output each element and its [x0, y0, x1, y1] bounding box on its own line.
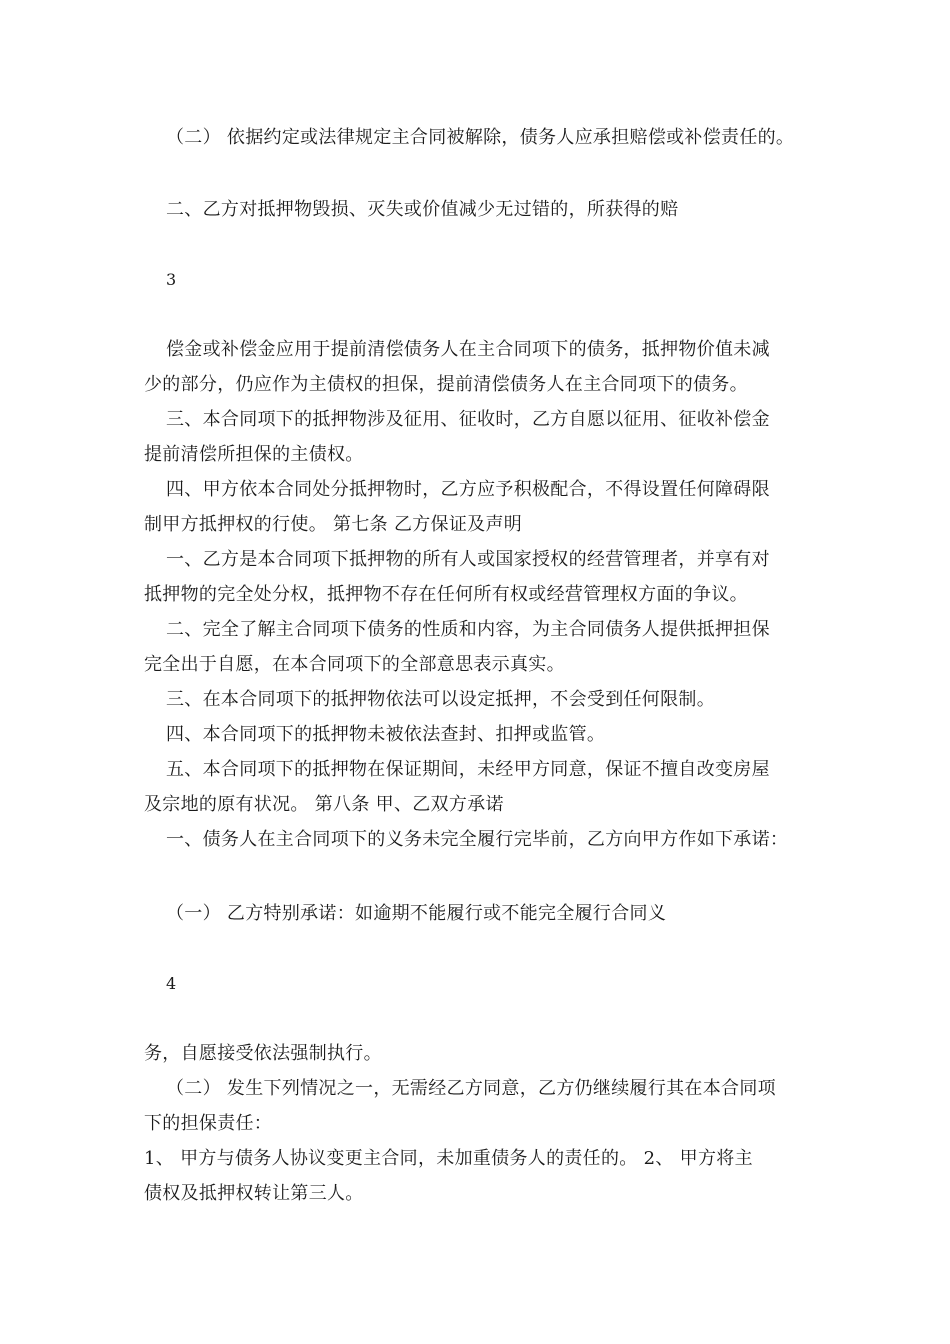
paragraph-line: （二） 发生下列情况之一，无需经乙方同意，乙方仍继续履行其在本合同项	[166, 1078, 776, 1099]
paragraph-line: 下的担保责任：	[144, 1113, 273, 1134]
paragraph-line: 偿金或补偿金应用于提前清偿债务人在主合同项下的债务，抵押物价值未减	[166, 339, 770, 360]
page-number: 4	[166, 974, 177, 993]
paragraph-line: 二、完全了解主合同项下债务的性质和内容，为主合同债务人提供抵押担保	[166, 619, 770, 640]
paragraph-line: 四、本合同项下的抵押物未被依法查封、扣押或监管。	[166, 724, 606, 745]
paragraph-line: 五、本合同项下的抵押物在保证期间，未经甲方同意，保证不擅自改变房屋	[166, 759, 770, 780]
paragraph-line: 四、甲方依本合同处分抵押物时，乙方应予积极配合，不得设置任何障碍限	[166, 479, 770, 500]
paragraph-line: 提前清偿所担保的主债权。	[144, 444, 364, 465]
paragraph-line: 一、债务人在主合同项下的义务未完全履行完毕前，乙方向甲方作如下承诺：	[166, 829, 789, 850]
paragraph-line: 少的部分，仍应作为主债权的担保，提前清偿债务人在主合同项下的债务。	[144, 374, 748, 395]
paragraph-line: 及宗地的原有状况。 第八条 甲、乙双方承诺	[144, 794, 504, 815]
paragraph-line: 1、 甲方与债务人协议变更主合同，未加重债务人的责任的。 2、 甲方将主	[144, 1148, 753, 1169]
paragraph-line: 完全出于自愿，在本合同项下的全部意思表示真实。	[144, 654, 565, 675]
paragraph-line: 三、在本合同项下的抵押物依法可以设定抵押，不会受到任何限制。	[166, 689, 715, 710]
paragraph-line: 务，自愿接受依法强制执行。	[144, 1043, 382, 1064]
page-number: 3	[166, 270, 177, 289]
paragraph-line: 一、乙方是本合同项下抵押物的所有人或国家授权的经营管理者，并享有对	[166, 549, 770, 570]
paragraph-line: （二） 依据约定或法律规定主合同被解除，债务人应承担赔偿或补偿责任的。	[166, 127, 795, 148]
paragraph-line: （一） 乙方特别承诺：如逾期不能履行或不能完全履行合同义	[166, 903, 667, 924]
paragraph-line: 债权及抵押权转让第三人。	[144, 1183, 364, 1204]
paragraph-line: 抵押物的完全处分权，抵押物不存在任何所有权或经营管理权方面的争议。	[144, 584, 748, 605]
paragraph-line: 二、乙方对抵押物毁损、灭失或价值减少无过错的，所获得的赔	[166, 199, 679, 220]
paragraph-line: 制甲方抵押权的行使。 第七条 乙方保证及声明	[144, 514, 523, 535]
paragraph-line: 三、本合同项下的抵押物涉及征用、征收时，乙方自愿以征用、征收补偿金	[166, 409, 770, 430]
